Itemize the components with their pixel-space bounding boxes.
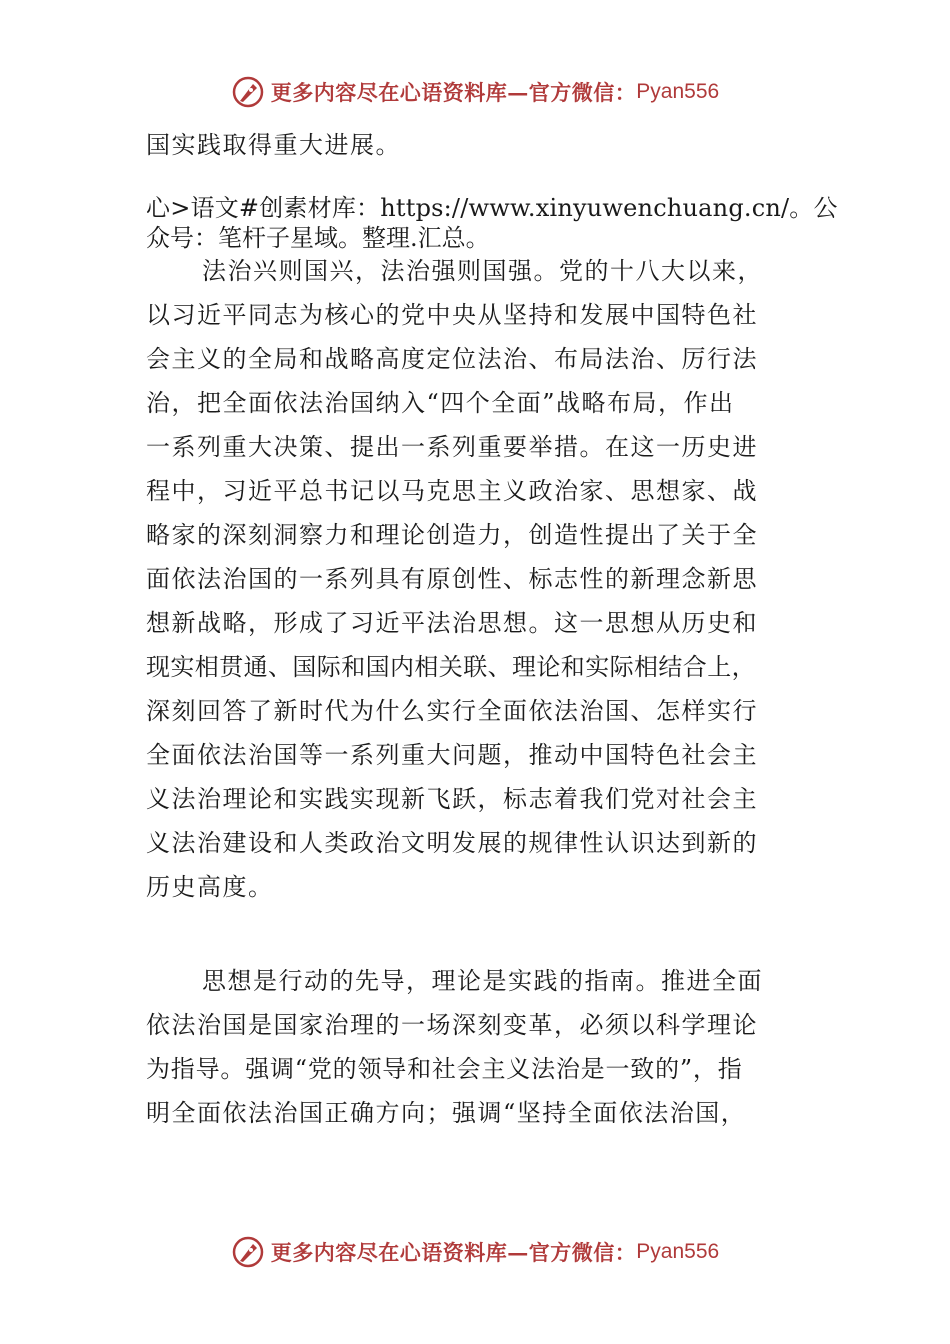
banner-handle: Pyan556 — [636, 80, 720, 103]
header-banner — [0, 72, 950, 112]
pen-nib-circle-icon — [231, 1235, 265, 1269]
text-line: 义法治理论和实践实现新飞跃，标志着我们党对社会主 — [146, 785, 758, 813]
pen-nib-circle-icon — [231, 75, 265, 109]
source-line: 心>语文#创素材库：https://www.xinyuwenchuang.cn/。公 — [146, 194, 838, 222]
text-line: 想新战略，形成了习近平法治思想。这一思想从历史和 — [146, 609, 758, 637]
text-line: 现实相贯通、国际和国内相关联、理论和实际相结合上， — [146, 653, 756, 681]
text-line: 义法治建设和人类政治文明发展的规律性认识达到新的 — [146, 829, 758, 857]
text-line: 程中，习近平总书记以马克思主义政治家、思想家、战 — [146, 477, 758, 505]
text-line: 全面依法治国等一系列重大问题，推动中国特色社会主 — [146, 741, 758, 769]
text-line: 会主义的全局和战略高度定位法治、布局法治、厉行法 — [146, 345, 758, 373]
text-line: 思想是行动的先导，理论是实践的指南。推进全面 — [202, 967, 763, 995]
text-line: 依法治国是国家治理的一场深刻变革，必须以科学理论 — [146, 1011, 758, 1039]
text-line: 历史高度。 — [146, 873, 274, 901]
text-line: 略家的深刻洞察力和理论创造力，创造性提出了关于全 — [146, 521, 758, 549]
banner-handle: Pyan556 — [636, 1240, 720, 1263]
text-line: 为指导。强调“党的领导和社会主义法治是一致的”，指 — [146, 1055, 743, 1083]
text-line: 一系列重大决策、提出一系列重要举措。在这一历史进 — [146, 433, 758, 461]
footer-banner — [0, 1232, 950, 1272]
source-line: 众号：笔杆子星域。整理.汇总。 — [146, 224, 490, 252]
text-line: 以习近平同志为核心的党中央从坚持和发展中国特色社 — [146, 301, 758, 329]
text-line: 国实践取得重大进展。 — [146, 131, 401, 159]
text-line: 深刻回答了新时代为什么实行全面依法治国、怎样实行 — [146, 697, 758, 725]
text-line: 面依法治国的一系列具有原创性、标志性的新理念新思 — [146, 565, 758, 593]
banner-text: 更多内容尽在心语资料库—官方微信： — [270, 80, 637, 105]
text-line: 治，把全面依法治国纳入“四个全面”战略布局，作出 — [146, 389, 735, 417]
banner-text: 更多内容尽在心语资料库—官方微信： — [270, 1240, 637, 1265]
text-line: 明全面依法治国正确方向；强调“坚持全面依法治国， — [146, 1099, 747, 1127]
text-line: 法治兴则国兴，法治强则国强。党的十八大以来， — [202, 257, 763, 285]
